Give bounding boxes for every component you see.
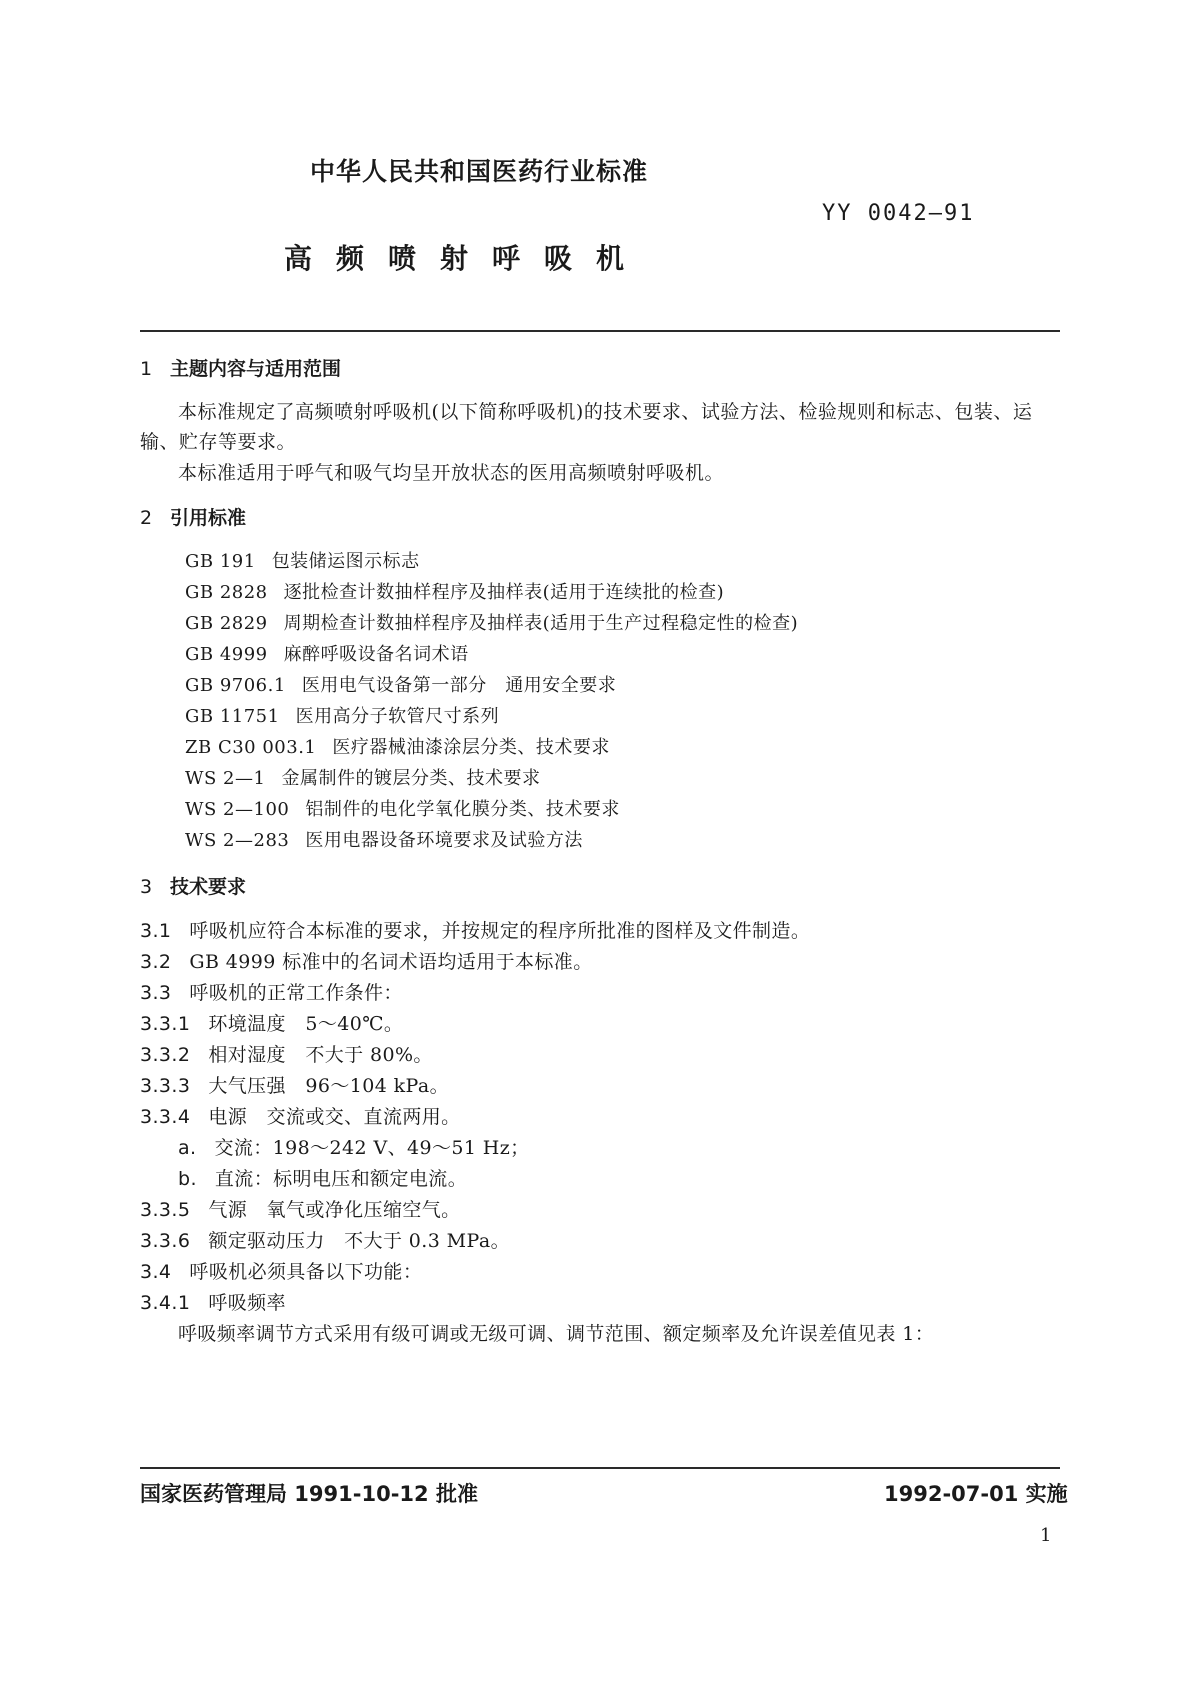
clause-number: 3.2 [140,951,172,973]
clause-item [140,1195,461,1222]
clause-number: 3.3.1 [140,1013,191,1035]
reference-item [185,795,620,821]
reference-item [185,733,610,759]
document-title: 高频喷射呼吸机 [284,242,649,275]
reference-title: 逐批检查计数抽样程序及抽样表(适用于连续批的检查) [283,582,725,603]
clause-number: a. [178,1137,197,1159]
reference-title: 医用电气设备第一部分 通用安全要求 [301,675,617,696]
clause-number: 3.3.3 [140,1075,191,1097]
approval-date: 国家医药管理局 1991-10-12 批准 [140,1482,478,1506]
reference-title: 包装储运图示标志 [271,551,420,572]
clause-number: 3.1 [140,920,172,942]
section-title: 引用标准 [170,507,247,529]
effective-date: 1992-07-01 实施 [884,1482,1068,1506]
clause-item [140,1257,422,1284]
section-1-paragraph-1: 本标准规定了高频喷射呼吸机(以下简称呼吸机)的技术要求、试验方法、检验规则和标志、包装、运输、贮存等要求。 [140,401,1033,453]
section-2-heading [140,503,246,530]
reference-code: WS 2—283 [185,830,290,851]
clause-text: 环境温度 5～40℃。 [208,1013,404,1035]
clause-item [140,978,403,1005]
reference-item [185,764,540,790]
page-number: 1 [1040,1525,1052,1546]
clause-number: b. [178,1168,197,1190]
reference-item [185,609,798,635]
clause-item [178,1164,467,1191]
clause-item [178,1133,530,1160]
section-1-heading [140,354,341,381]
reference-title: 医用高分子软管尺寸系列 [295,706,500,727]
reference-code: ZB C30 003.1 [185,737,317,758]
reference-item [185,547,420,573]
clause-item [140,1071,449,1098]
reference-code: GB 11751 [185,706,280,727]
section-3-closing-paragraph: 呼吸频率调节方式采用有级可调或无级可调、调节范围、额定频率及允许误差值见表 1： [178,1323,935,1345]
clause-text: 大气压强 96～104 kPa。 [208,1075,450,1097]
section-number: 3 [140,876,153,898]
reference-title: 医疗器械油漆涂层分类、技术要求 [332,737,610,758]
clause-text: 呼吸机应符合本标准的要求，并按规定的程序所批准的图样及文件制造。 [189,920,811,942]
reference-item [185,671,616,697]
clause-number: 3.3.6 [140,1230,191,1252]
section-3-heading [140,872,246,899]
footer-divider [140,1467,1060,1469]
clause-text: 呼吸机必须具备以下功能： [189,1261,423,1283]
section-1-paragraph-2: 本标准适用于呼气和吸气均呈开放状态的医用高频喷射呼吸机。 [178,462,725,484]
reference-item [185,702,499,728]
clause-item [140,1226,510,1253]
reference-code: GB 4999 [185,644,268,665]
reference-code: WS 2—100 [185,799,290,820]
section-title: 技术要求 [170,876,247,898]
reference-code: GB 191 [185,551,256,572]
reference-title: 医用电器设备环境要求及试验方法 [305,830,583,851]
clause-number: 3.3.4 [140,1106,191,1128]
header-divider [140,330,1060,332]
clause-text: 气源 氧气或净化压缩空气。 [208,1199,461,1221]
clause-item [140,1009,403,1036]
section-title: 主题内容与适用范围 [170,358,342,380]
clause-number: 3.3.5 [140,1199,191,1221]
reference-title: 周期检查计数抽样程序及抽样表(适用于生产过程稳定性的检查) [283,613,799,634]
clause-item [140,1102,461,1129]
reference-code: GB 2828 [185,582,268,603]
reference-title: 铝制件的电化学氧化膜分类、技术要求 [305,799,620,820]
section-number: 2 [140,507,153,529]
clause-item [140,1288,286,1315]
reference-title: 麻醉呼吸设备名词术语 [283,644,469,665]
clause-item [140,947,593,974]
reference-code: GB 9706.1 [185,675,286,696]
reference-item [185,640,469,666]
clause-item [140,916,810,943]
clause-text: 呼吸机的正常工作条件： [189,982,403,1004]
reference-code: WS 2—1 [185,768,266,789]
clause-item [140,1040,433,1067]
clause-text: 呼吸频率 [208,1292,286,1314]
clause-text: 直流：标明电压和额定电流。 [214,1168,468,1190]
reference-code: GB 2829 [185,613,268,634]
clause-text: 电源 交流或交、直流两用。 [208,1106,461,1128]
clause-text: 相对湿度 不大于 80%。 [208,1044,433,1066]
clause-number: 3.3 [140,982,172,1004]
clause-number: 3.4 [140,1261,172,1283]
clause-text: GB 4999 标准中的名词术语均适用于本标准。 [189,951,593,973]
clause-number: 3.4.1 [140,1292,191,1314]
reference-item [185,578,724,604]
standard-organization: 中华人民共和国医药行业标准 [310,157,649,186]
reference-item [185,826,583,852]
section-number: 1 [140,358,153,380]
reference-title: 金属制件的镀层分类、技术要求 [281,768,541,789]
standard-code: YY 0042—91 [822,201,975,226]
clause-text: 额定驱动压力 不大于 0.3 MPa。 [208,1230,510,1252]
clause-number: 3.3.2 [140,1044,191,1066]
clause-text: 交流：198～242 V、49～51 Hz； [214,1137,530,1159]
